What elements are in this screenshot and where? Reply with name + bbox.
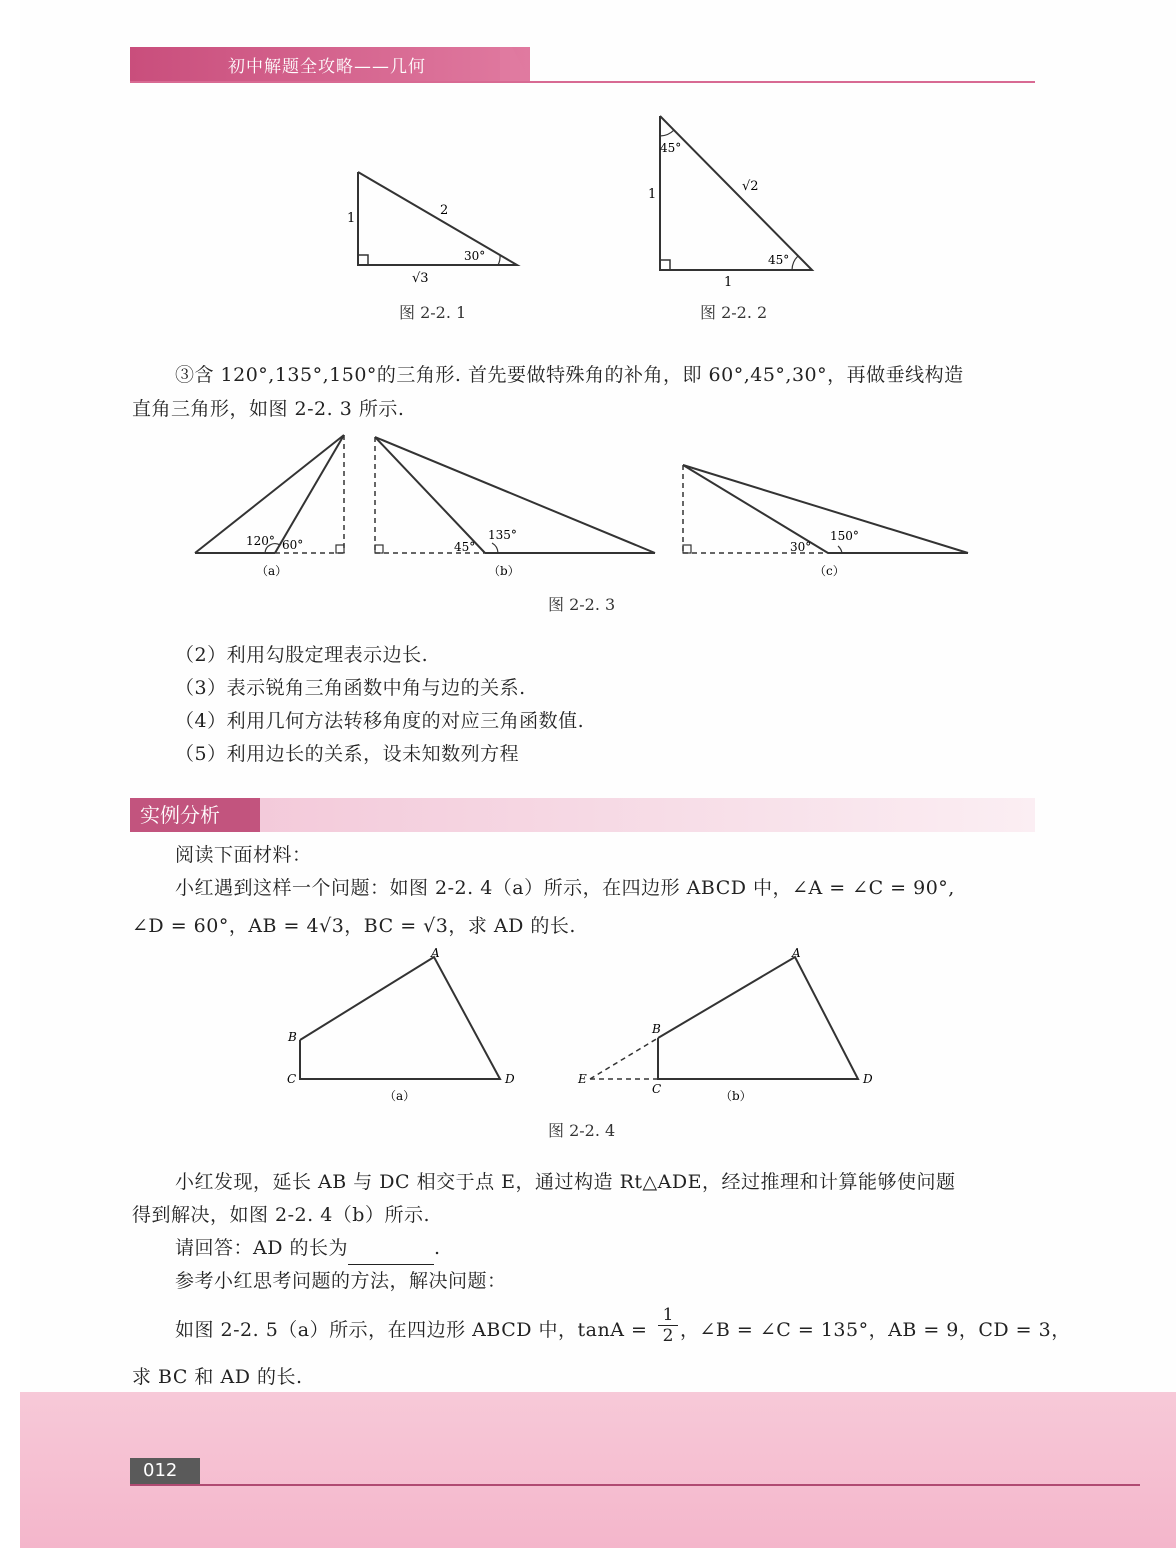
figure-2-2-1	[340, 160, 540, 290]
fig4b-E: E	[578, 1072, 587, 1086]
fig4a-label: （a）	[384, 1089, 416, 1103]
discovery-line-5b: ，∠B = ∠C = 135°，AB = 9，CD = 3，	[680, 1319, 1071, 1341]
header-title: 初中解题全攻略——几何	[228, 57, 426, 77]
section-title: 实例分析	[130, 798, 260, 832]
step-2: （2）利用勾股定理表示边长.	[175, 644, 429, 666]
fig2-base: 1	[724, 275, 733, 288]
step-5: （5）利用边长的关系，设未知数列方程	[175, 743, 520, 765]
answer-suffix: .	[434, 1237, 441, 1259]
fig2-angle-right: 45°	[768, 253, 790, 267]
discovery-line-5	[175, 1313, 647, 1347]
figure-2-2-2	[640, 108, 830, 288]
example-line-1: 阅读下面材料：	[175, 844, 312, 866]
answer-blank	[348, 1244, 434, 1265]
fig4b-label: （b）	[720, 1089, 752, 1103]
footer-rule	[130, 1484, 1140, 1486]
discovery-line-6: 求 BC 和 AD 的长.	[132, 1366, 303, 1388]
fig4b-C: C	[652, 1082, 662, 1096]
answer-prefix: 请回答：AD 的长为	[175, 1237, 348, 1259]
fig3c-label: （c）	[814, 564, 845, 578]
step-4: （4）利用几何方法转移角度的对应三角函数值.	[175, 710, 585, 732]
fraction-numerator: 1	[662, 1305, 674, 1325]
discovery-line-1: 小红发现，延长 AB 与 DC 相交于点 E，通过构造 Rt△ADE，经过推理和计算能够使问题	[175, 1171, 956, 1193]
answer-line	[175, 1231, 441, 1265]
fig3-caption: 图 2-2. 3	[548, 595, 616, 614]
page-number: 012	[143, 1460, 178, 1481]
figure-2-2-3	[180, 425, 980, 590]
fraction	[658, 1305, 678, 1346]
discovery-line-2: 得到解决，如图 2-2. 4（b）所示.	[132, 1204, 431, 1226]
fig4a-D: D	[505, 1072, 515, 1086]
fig4a-C: C	[287, 1072, 297, 1086]
example-line-3: ∠D = 60°，AB = 4√3，BC = √3，求 AD 的长.	[132, 915, 576, 937]
fig3c-angle2: 30°	[790, 540, 812, 554]
fraction-denominator: 2	[662, 1326, 674, 1346]
para-special-angles-2: 直角三角形，如图 2-2. 3 所示.	[132, 398, 405, 420]
section-bar	[130, 798, 1035, 832]
fig3c-angle1: 150°	[830, 529, 859, 543]
line5-a: 如图 2-2. 5（a）所示，在四边形 ABCD 中，tanA =	[175, 1319, 648, 1341]
fig1-hyp: 2	[440, 203, 449, 218]
fig4a-B: B	[288, 1030, 297, 1044]
header-rule	[130, 81, 1035, 83]
fig3b-angle2: 45°	[454, 540, 476, 554]
fig2-hyp: √2	[742, 179, 759, 194]
fig2-caption: 图 2-2. 2	[700, 303, 768, 322]
step-3: （3）表示锐角三角函数中角与边的关系.	[175, 677, 526, 699]
example-line-2: 小红遇到这样一个问题：如图 2-2. 4（a）所示，在四边形 ABCD 中，∠A = ∠C = 90°,	[175, 877, 955, 899]
fig3a-label: （a）	[256, 564, 288, 578]
fig1-angle: 30°	[464, 249, 486, 263]
fig3a-angle2: 60°	[282, 538, 304, 552]
fig1-side-left: 1	[347, 211, 356, 226]
fig4b-B: B	[652, 1022, 661, 1036]
fig3a-angle1: 120°	[246, 534, 275, 548]
fig4b-A: A	[792, 946, 801, 960]
fig4b-D: D	[863, 1072, 873, 1086]
fig2-side-left: 1	[648, 187, 657, 202]
fig1-base: √3	[412, 271, 429, 286]
fig1-caption: 图 2-2. 1	[399, 303, 467, 322]
fig2-angle-top: 45°	[660, 141, 682, 155]
discovery-line-4: 参考小红思考问题的方法，解决问题：	[175, 1270, 507, 1292]
para-special-angles-1: ③含 120°,135°,150°的三角形. 首先要做特殊角的补角，即 60°,45°,30°，再做垂线构造	[175, 364, 964, 386]
fig3b-angle1: 135°	[488, 528, 517, 542]
fig3b-label: （b）	[488, 564, 520, 578]
fig4-caption: 图 2-2. 4	[548, 1121, 616, 1140]
header-bar-slant	[500, 47, 530, 83]
figure-2-2-4	[280, 945, 900, 1110]
fig4a-A: A	[431, 946, 440, 960]
